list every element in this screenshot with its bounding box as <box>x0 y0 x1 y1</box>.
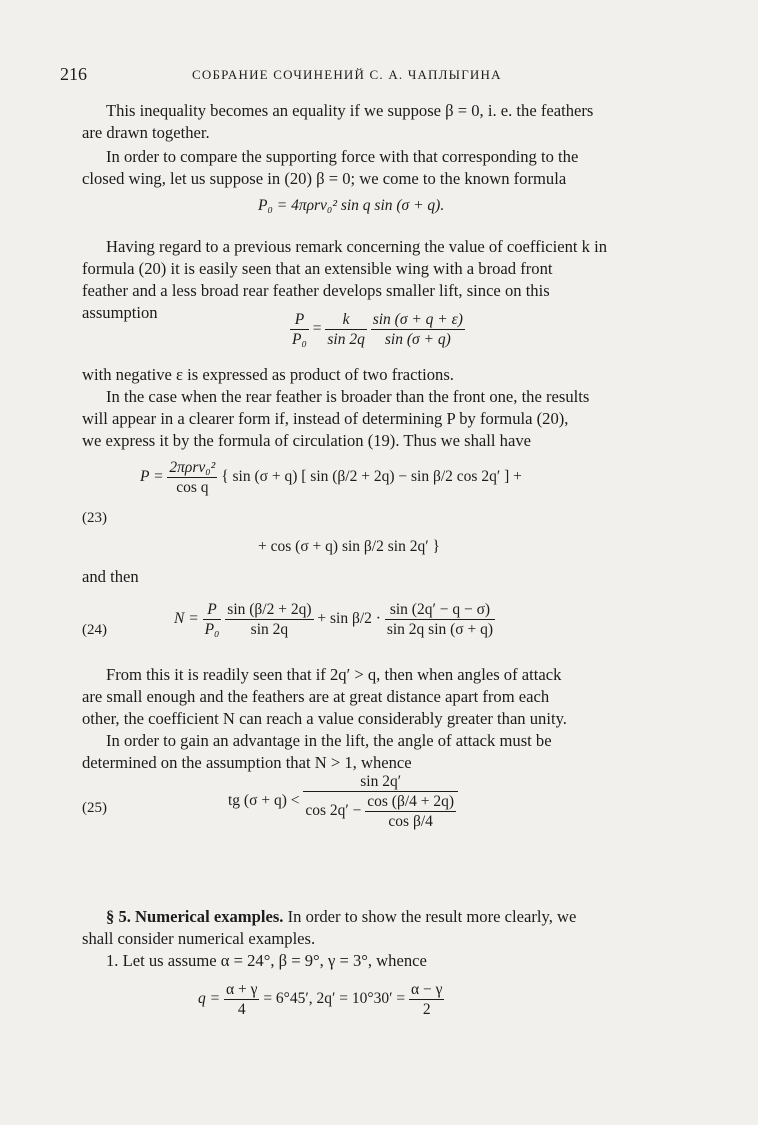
equation-final: q = $\frac{\alpha + \gamma}{4}$ = 6°45′, 2q′ = 10°30′ = $\frac{\alpha - \gamma}{2}$ <box>198 981 443 1018</box>
paragraph-6 <box>82 566 696 588</box>
fraction: $\frac{\text{2πρrv₀²}}{\text{cos q}}$ <box>169 459 216 496</box>
equation-number-23: (23) <box>82 510 107 526</box>
fraction: $\frac{\cos (\beta/4 + 2q)}{\text{cos β/4}}$ <box>367 793 455 830</box>
text-line: and then <box>82 567 139 586</box>
fraction: $\frac{P}{\text{P₀}}$ <box>292 311 307 348</box>
fraction: $\frac{\sin (\sigma + q + \varepsilon)}{\sin (\sigma + q)}$ <box>372 311 463 348</box>
fraction: $\frac{\sin (\beta/2 + 2q)}{\sin 2q}$ <box>227 601 312 638</box>
text-line: assumption <box>82 303 158 322</box>
paragraph-4 <box>82 364 696 452</box>
text-line: feather and a less broad rear feather develops smaller lift, since on this <box>82 281 550 300</box>
text-line: formula (20) it is easily seen that an extensible wing with a broad front <box>82 259 553 278</box>
equation-23-line2 <box>258 538 440 556</box>
equation-number-24: (24) <box>82 622 107 638</box>
text-line: determined on the assumption that N > 1, whence <box>82 753 412 772</box>
section-5 <box>82 906 696 972</box>
equation-text: P₀ = 4πρrv₀² sin q sin (σ + q). <box>258 197 445 214</box>
text-line: we express it by the formula of circulation (19). Thus we shall have <box>82 431 531 450</box>
equation-ratio: $\frac{P}{\text{P₀}}$ = $\frac{k}{\sin 2q}$ $\frac{\sin (\sigma + q + \varepsilon)}{\sin (\sigma + q)}$ <box>292 311 463 348</box>
fraction: sin 2q′ cos 2q′ − $\frac{\cos (\beta/4 + 2q)}{\text{cos β/4}}$ <box>303 772 458 831</box>
text-line: shall consider numerical examples. <box>82 929 316 948</box>
running-title: СОБРАНИЕ СОЧИНЕНИЙ С. А. ЧАПЛЫГИНА <box>192 67 502 82</box>
text-line: other, the coefficient N can reach a value considerably greater than unity. <box>82 709 567 728</box>
fraction: $\frac{P}{\text{P₀}}$ <box>204 601 220 638</box>
equation-text: + cos (σ + q) sin β/2 sin 2q′ } <box>258 538 440 555</box>
paragraph-1 <box>82 100 696 144</box>
equation-23-line1: P = $\frac{\text{2πρrv₀²}}{\text{cos q}}$ { sin (σ + q) [ sin (β/2 + 2q) − sin β/2 cos 2q′ ] + <box>140 459 522 496</box>
text-line: In order to show the result more clearly, we <box>287 907 577 926</box>
fraction: $\frac{k}{\sin 2q}$ <box>327 311 365 348</box>
fraction: $\frac{\sin (2q' - q - \sigma)}{\text{sin 2q sin (σ + q)}}$ <box>386 601 494 638</box>
equation-24: N = $\frac{P}{\text{P₀}}$ $\frac{\sin (\beta/2 + 2q)}{\sin 2q}$ + sin β/2 · $\frac{\sin (2q' - q - \sigma)}{\text{sin 2q sin (σ + q)}}$ <box>174 601 494 638</box>
text-line: closed wing, let us suppose in (20) β = 0; we come to the known formula <box>82 169 567 188</box>
paragraph-7 <box>82 664 696 774</box>
equation-25: tg (σ + q) < sin 2q′ cos 2q′ − $\frac{\cos (\beta/4 + 2q)}{\text{cos β/4}}$ <box>228 772 458 831</box>
text-line: with negative ε is expressed as product of two fractions. <box>82 365 454 384</box>
equation-number-25: (25) <box>82 800 107 816</box>
equation-text: { sin (σ + q) [ sin (β/2 + 2q) − sin β/2 cos 2q′ ] + <box>221 468 522 486</box>
fraction: $\frac{\alpha + \gamma}{4}$ <box>225 981 258 1018</box>
text-line: In order to compare the supporting force with that corresponding to the <box>106 147 579 166</box>
text-line: are drawn together. <box>82 123 210 142</box>
text-line: In order to gain an advantage in the lift, the angle of attack must be <box>106 731 552 750</box>
page-number: 216 <box>60 64 87 84</box>
text-line: Having regard to a previous remark concerning the value of coefficient k in <box>106 237 607 256</box>
text-line: From this it is readily seen that if 2q′ > q, then when angles of attack <box>106 665 562 684</box>
text-line: 1. Let us assume α = 24°, β = 9°, γ = 3°, whence <box>106 951 427 970</box>
text-line: In the case when the rear feather is broader than the front one, the results <box>106 387 590 406</box>
text-line: This inequality becomes an equality if we suppose β = 0, i. e. the feathers <box>106 101 594 120</box>
page-header <box>60 64 700 86</box>
fraction: $\frac{\alpha - \gamma}{2}$ <box>410 981 443 1018</box>
section-heading: § 5. Numerical examples. <box>106 907 284 926</box>
paragraph-2 <box>82 146 696 190</box>
text-line: are small enough and the feathers are at great distance apart from each <box>82 687 550 706</box>
text-line: will appear in a clearer form if, instead of determining P by formula (20), <box>82 409 569 428</box>
equation-p0 <box>258 197 444 215</box>
